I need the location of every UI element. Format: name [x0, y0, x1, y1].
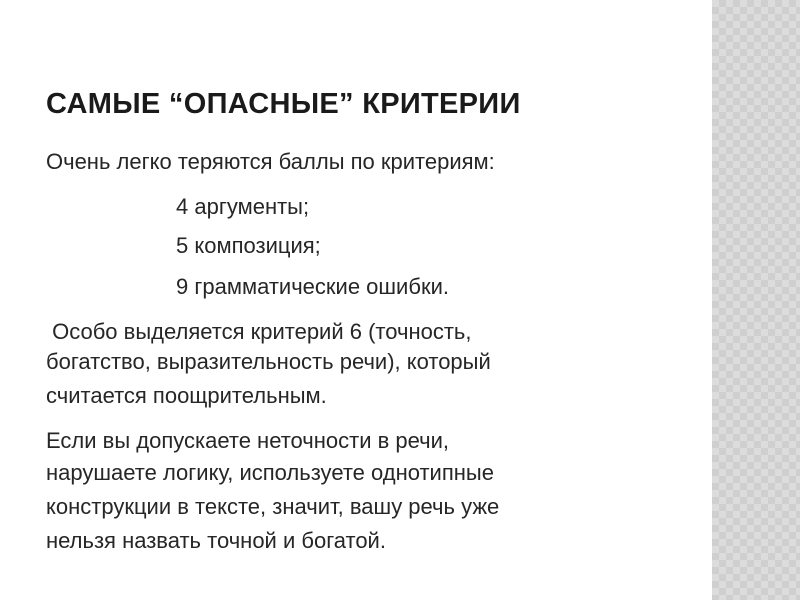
decorative-side-band [712, 0, 800, 600]
paragraph-2-line: нарушаете логику, используете однотипные [46, 460, 494, 485]
paragraph-1-line: Особо выделяется критерий 6 (точность, [46, 319, 472, 344]
paragraph-2-line: Если вы допускаете неточности в речи, [46, 428, 450, 453]
slide-title: САМЫЕ “ОПАСНЫЕ” КРИТЕРИИ [46, 88, 521, 120]
paragraph-1-line: считается поощрительным. [46, 383, 327, 408]
intro-text: Очень легко теряются баллы по критериям: [46, 149, 495, 174]
paragraph-2-line: нельзя назвать точной и богатой. [46, 528, 386, 553]
paragraph-2-line: конструкции в тексте, значит, вашу речь уже [46, 494, 500, 519]
criterion-item: 4 аргументы; [176, 194, 310, 219]
criterion-item: 9 грамматические ошибки. [176, 274, 449, 299]
paragraph-1-line: богатство, выразительность речи), который [46, 349, 491, 374]
criterion-item: 5 композиция; [176, 233, 321, 258]
